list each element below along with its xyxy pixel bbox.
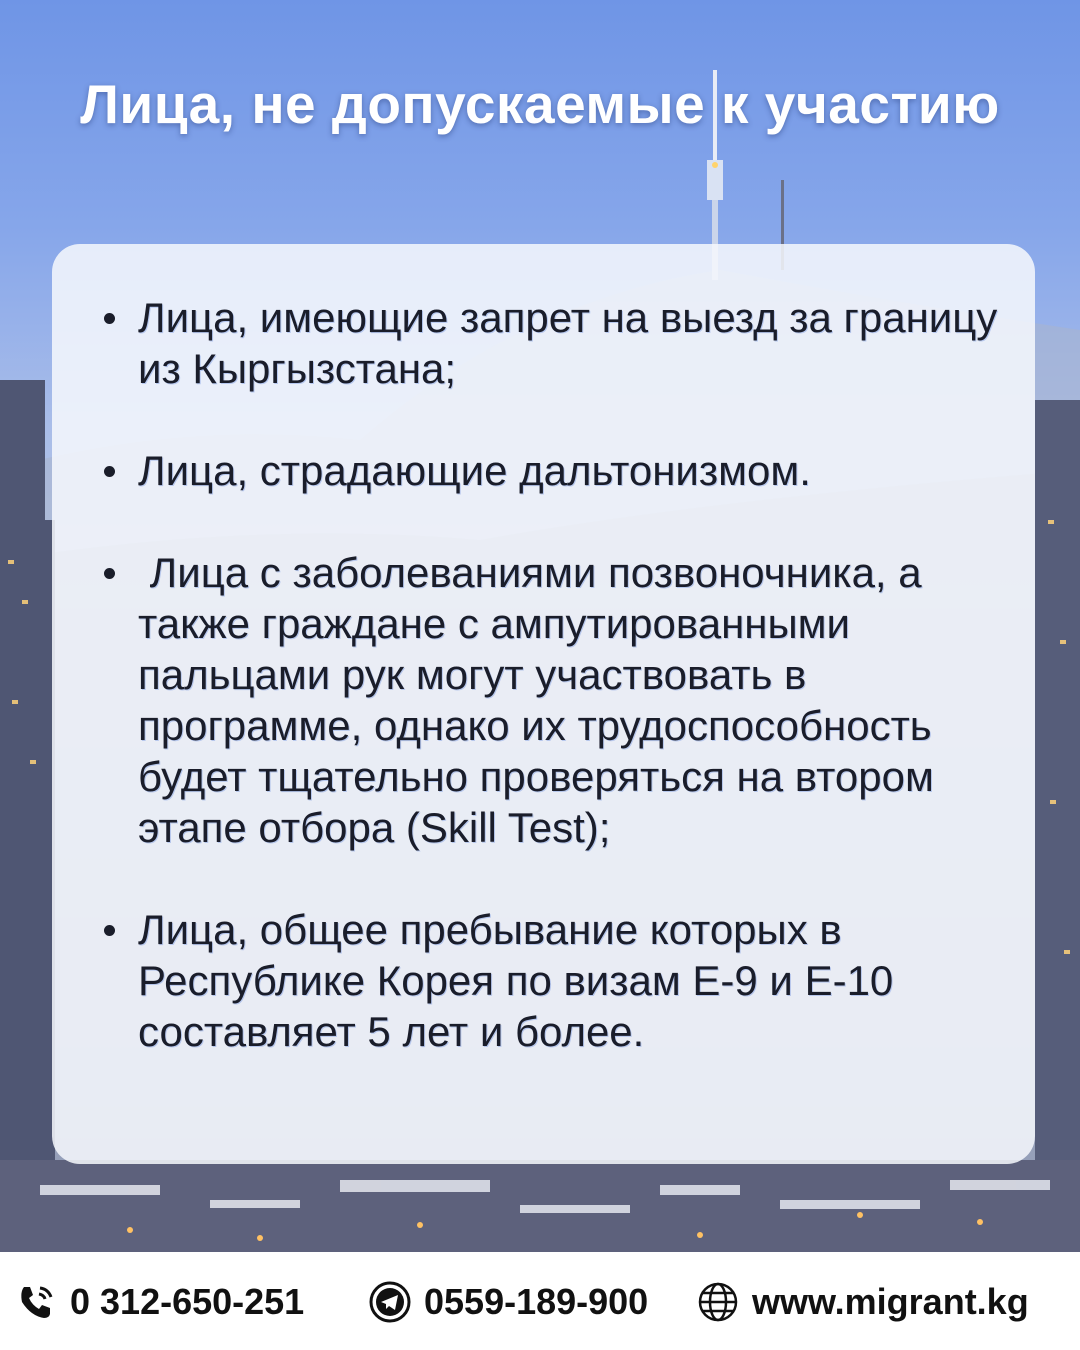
telegram-icon bbox=[368, 1280, 412, 1324]
bullet-icon bbox=[104, 568, 115, 579]
restriction-list bbox=[52, 292, 1012, 1108]
telegram-contact[interactable] bbox=[368, 1279, 648, 1325]
list-item bbox=[52, 445, 1012, 496]
info-card bbox=[52, 244, 1035, 1164]
list-item-text: Лица, страдающие дальтонизмом. bbox=[138, 447, 811, 494]
list-item-text: Лица с заболеваниями позвоночника, а также граждане с ампутированными пальцами рук могут участвовать в программе, однако их трудоспособность будет тщательно проверяться на втором этапе отбора (Skill Test); bbox=[138, 549, 946, 851]
list-item-text: Лица, общее пребывание которых в Республике Корея по визам E-9 и E-10 составляет 5 лет и более. bbox=[138, 906, 894, 1055]
page-title: Лица, не допускаемые к участию bbox=[80, 73, 1000, 135]
phone-contact[interactable] bbox=[14, 1279, 304, 1325]
website-url: www.migrant.kg bbox=[752, 1281, 1029, 1322]
globe-icon bbox=[696, 1280, 740, 1324]
list-item-text: Лица, имеющие запрет на выезд за границу из Кыргызстана; bbox=[138, 294, 998, 392]
list-item bbox=[52, 547, 1012, 853]
list-item bbox=[52, 904, 1012, 1057]
bullet-icon bbox=[104, 313, 115, 324]
list-item bbox=[52, 292, 1012, 394]
website-link[interactable] bbox=[696, 1279, 1029, 1325]
phone-icon bbox=[14, 1280, 58, 1324]
contact-footer bbox=[0, 1252, 1080, 1350]
bullet-icon bbox=[104, 466, 115, 477]
bullet-icon bbox=[104, 925, 115, 936]
telegram-number: 0559-189-900 bbox=[424, 1281, 649, 1322]
phone-number: 0 312-650-251 bbox=[70, 1281, 305, 1322]
